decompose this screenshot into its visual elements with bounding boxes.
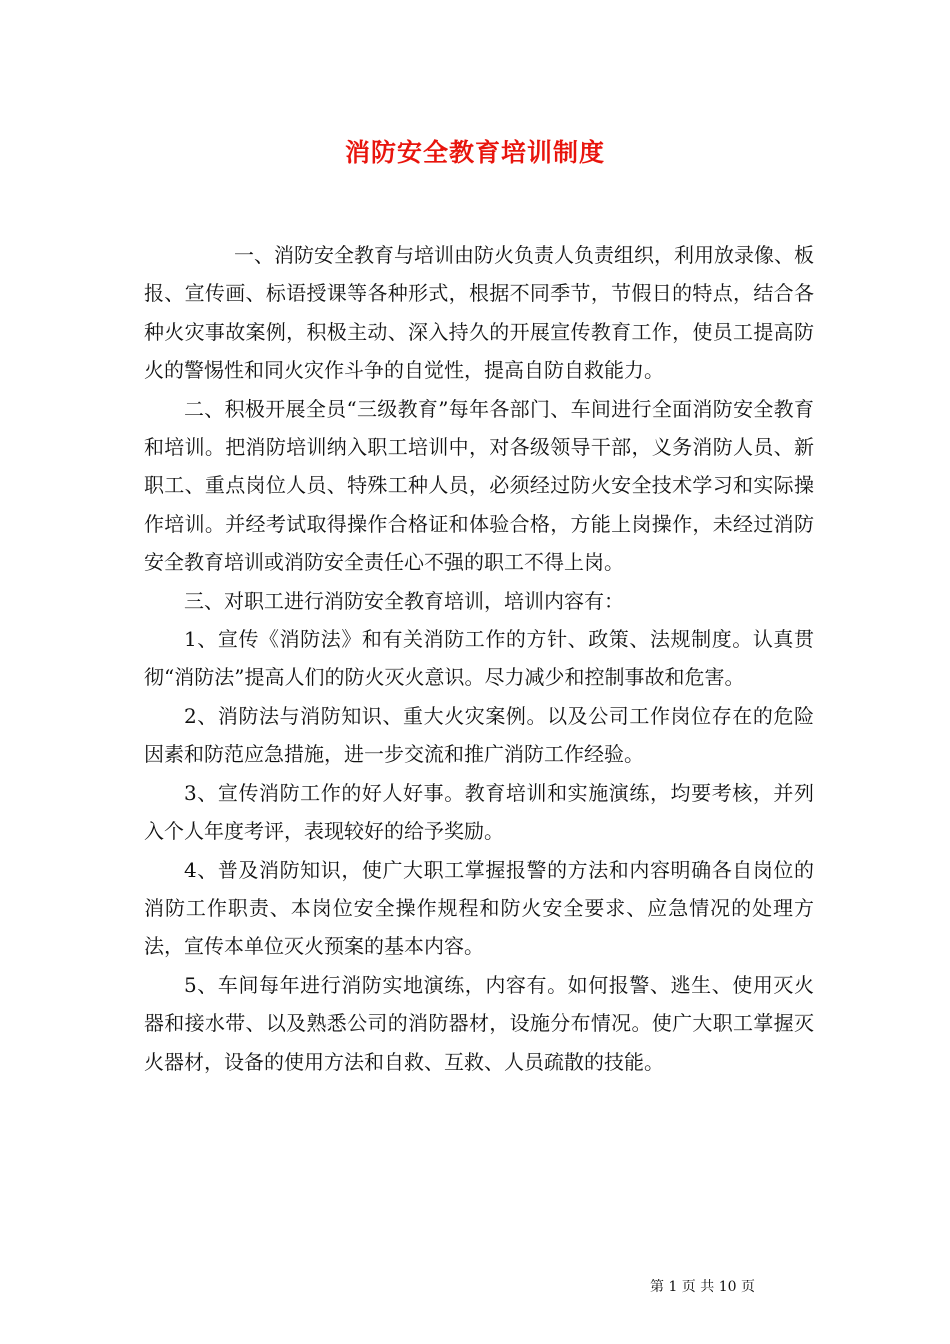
paragraph-8: 5、车间每年进行消防实地演练，内容有。如何报警、逃生、使用灭火器和接水带、以及熟悉公司的消防器材，设施分布情况。使广大职工掌握灭火器材，设备的使用方法和自救、互救、人员疏散的技能。 [144,972,814,1074]
document-body [144,236,814,1081]
document-title: 消防安全教育培训制度 [344,138,605,167]
paragraph-5: 2、消防法与消防知识、重大火灾案例。以及公司工作岗位存在的危险因素和防范应急措施，进一步交流和推广消防工作经验。 [144,703,814,767]
paragraph-3: 三、对职工进行消防安全教育培训，培训内容有： [184,588,624,613]
paragraph-1: 一、消防安全教育与培训由防火负责人负责组织，利用放录像、板报、宣传画、标语授课等各种形式，根据不同季节，节假日的特点，结合各种火灾事故案例，积极主动、深入持久的开展宣传教育工作，使员工提高防火的警惕性和同火灾作斗争的自觉性，提高自防自救能力。 [144,243,814,383]
paragraph-2: 二、积极开展全员“三级教育”每年各部门、车间进行全面消防安全教育和培训。把消防培训纳入职工培训中，对各级领导干部，义务消防人员、新职工、重点岗位人员、特殊工种人员，必须经过防火安全技术学习和实际操作培训。并经考试取得操作合格证和体验合格，方能上岗操作，未经过消防安全教育培训或消防安全责任心不强的职工不得上岗。 [144,396,814,575]
page-number-footer: 第 1 页 共 10 页 [650,1279,755,1295]
paragraph-4: 1、宣传《消防法》和有关消防工作的方针、政策、法规制度。认真贯彻“消防法”提高人们的防火灭火意识。尽力减少和控制事故和危害。 [144,627,814,690]
paragraph-7: 4、普及消防知识，使广大职工掌握报警的方法和内容明确各自岗位的消防工作职责、本岗位安全操作规程和防火安全要求、应急情况的处理方法，宣传本单位灭火预案的基本内容。 [144,857,814,959]
paragraph-6: 3、宣传消防工作的好人好事。教育培训和实施演练，均要考核，并列入个人年度考评，表现较好的给予奖励。 [144,780,814,844]
